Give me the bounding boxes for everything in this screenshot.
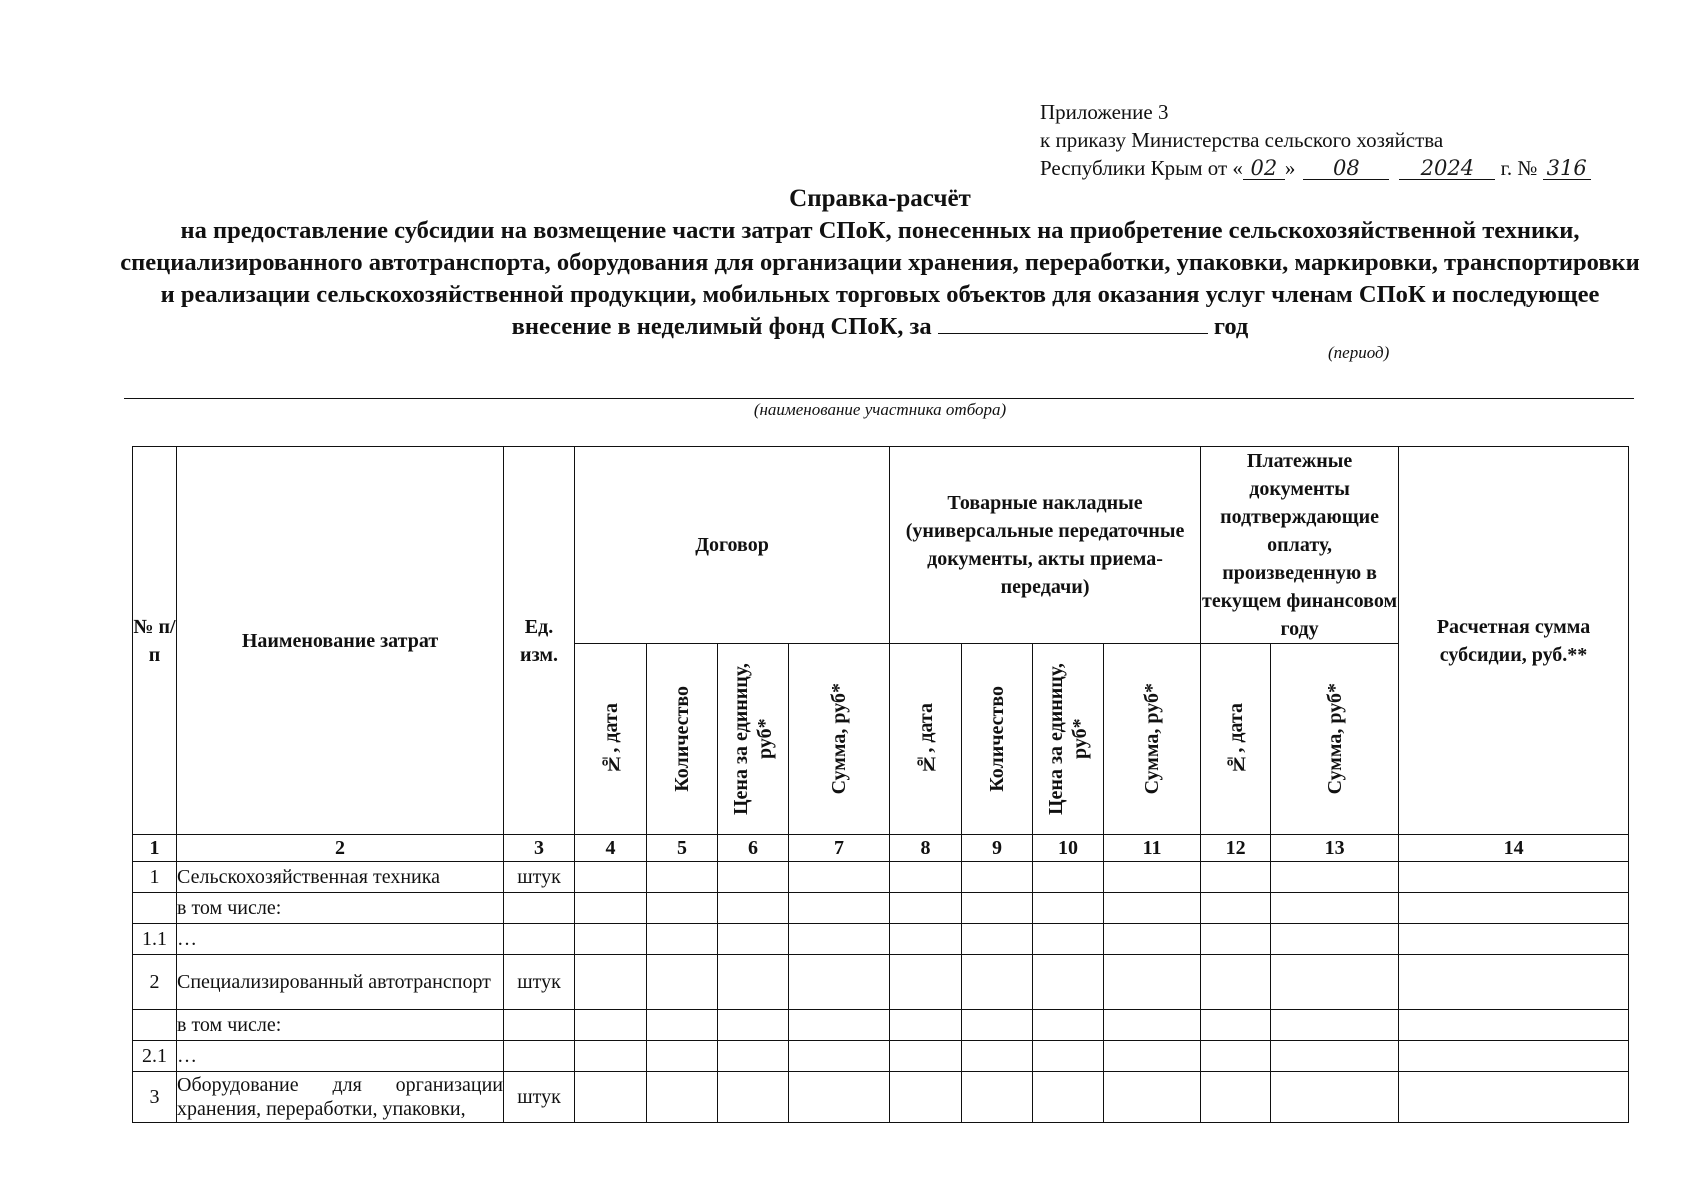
table-row — [133, 955, 1629, 1010]
empty-cell[interactable] — [1201, 1041, 1271, 1072]
empty-cell[interactable] — [1271, 924, 1399, 955]
annex-block — [1040, 98, 1591, 182]
empty-cell[interactable] — [962, 955, 1033, 1010]
table-row — [133, 1072, 1629, 1123]
empty-cell[interactable] — [575, 1072, 647, 1123]
empty-cell[interactable] — [1399, 924, 1629, 955]
empty-cell[interactable] — [647, 1010, 718, 1041]
empty-cell[interactable] — [718, 1072, 789, 1123]
empty-cell[interactable] — [1201, 862, 1271, 893]
empty-cell[interactable] — [575, 893, 647, 924]
empty-cell[interactable] — [1271, 1041, 1399, 1072]
row-number: 2 — [133, 955, 177, 1010]
empty-cell[interactable] — [890, 893, 962, 924]
period-blank-field[interactable] — [938, 311, 1208, 334]
empty-cell[interactable] — [1104, 955, 1201, 1010]
empty-cell[interactable] — [575, 1010, 647, 1041]
empty-cell[interactable] — [890, 1041, 962, 1072]
empty-cell[interactable] — [1104, 924, 1201, 955]
row-name: Специализированный автотранспорт — [177, 955, 504, 1010]
empty-cell[interactable] — [1271, 955, 1399, 1010]
annex-quote-close: » — [1284, 156, 1296, 180]
col-number: 4 — [575, 835, 647, 862]
row-number: 1 — [133, 862, 177, 893]
empty-cell[interactable] — [1104, 862, 1201, 893]
empty-cell[interactable] — [1033, 1072, 1104, 1123]
empty-cell[interactable] — [647, 955, 718, 1010]
header-unit: Ед. изм. — [504, 447, 575, 835]
header-name: Наименование затрат — [177, 447, 504, 835]
subheader-contract-no-date: №, дата — [575, 644, 647, 835]
empty-cell[interactable] — [1399, 862, 1629, 893]
col-number: 5 — [647, 835, 718, 862]
empty-cell[interactable] — [718, 893, 789, 924]
empty-cell[interactable] — [1201, 924, 1271, 955]
row-unit — [504, 893, 575, 924]
col-number: 6 — [718, 835, 789, 862]
empty-cell[interactable] — [1201, 1072, 1271, 1123]
header-payments: Платежные документы подтверждающие оплату, произведенную в текущем финансовом году — [1201, 447, 1399, 644]
empty-cell[interactable] — [789, 893, 890, 924]
empty-cell[interactable] — [789, 1072, 890, 1123]
empty-cell[interactable] — [1271, 1010, 1399, 1041]
row-unit — [504, 1010, 575, 1041]
empty-cell[interactable] — [1271, 1072, 1399, 1123]
row-unit: штук — [504, 862, 575, 893]
organization-name-line[interactable] — [124, 398, 1634, 399]
row-number — [133, 1010, 177, 1041]
empty-cell[interactable] — [890, 924, 962, 955]
calculation-table — [132, 446, 1629, 1123]
empty-cell[interactable] — [1399, 1072, 1629, 1123]
empty-cell[interactable] — [575, 955, 647, 1010]
col-number: 10 — [1033, 835, 1104, 862]
empty-cell[interactable] — [789, 1010, 890, 1041]
document-subtitle — [120, 215, 1640, 343]
col-number: 12 — [1201, 835, 1271, 862]
subheader-invoice-price: Цена за единицу, руб* — [1033, 644, 1104, 835]
empty-cell[interactable] — [1271, 862, 1399, 893]
header-subsidy: Расчетная сумма субсидии, руб.** — [1399, 447, 1629, 835]
row-unit — [504, 924, 575, 955]
header-invoices: Товарные накладные (универсальные передаточные документы, акты приема-передачи) — [890, 447, 1201, 644]
empty-cell[interactable] — [647, 1041, 718, 1072]
subheader-contract-sum: Сумма, руб* — [789, 644, 890, 835]
subheader-invoice-no-date: №, дата — [890, 644, 962, 835]
empty-cell[interactable] — [575, 1041, 647, 1072]
subtitle-end: год — [1213, 313, 1249, 340]
empty-cell[interactable] — [1104, 1072, 1201, 1123]
empty-cell[interactable] — [1104, 893, 1201, 924]
annex-year: 2024 — [1399, 157, 1495, 180]
subheader-invoice-qty: Количество — [962, 644, 1033, 835]
empty-cell[interactable] — [1033, 893, 1104, 924]
empty-cell[interactable] — [1399, 1041, 1629, 1072]
col-number: 11 — [1104, 835, 1201, 862]
column-number-row — [133, 835, 1629, 862]
empty-cell[interactable] — [789, 1041, 890, 1072]
empty-cell[interactable] — [1201, 893, 1271, 924]
empty-cell[interactable] — [962, 893, 1033, 924]
col-number: 13 — [1271, 835, 1399, 862]
empty-cell[interactable] — [962, 1010, 1033, 1041]
table-body — [133, 862, 1629, 1123]
col-number: 3 — [504, 835, 575, 862]
table-row — [133, 862, 1629, 893]
table-row — [133, 924, 1629, 955]
row-number: 3 — [133, 1072, 177, 1123]
empty-cell[interactable] — [718, 955, 789, 1010]
subheader-payment-sum: Сумма, руб* — [1271, 644, 1399, 835]
empty-cell[interactable] — [1033, 1010, 1104, 1041]
table-row — [133, 1041, 1629, 1072]
col-number: 9 — [962, 835, 1033, 862]
table-row — [133, 893, 1629, 924]
empty-cell[interactable] — [1033, 862, 1104, 893]
col-number: 14 — [1399, 835, 1629, 862]
row-name: … — [177, 924, 504, 955]
empty-cell[interactable] — [1271, 893, 1399, 924]
empty-cell[interactable] — [718, 862, 789, 893]
empty-cell[interactable] — [647, 924, 718, 955]
empty-cell[interactable] — [1033, 924, 1104, 955]
table-row — [133, 1010, 1629, 1041]
empty-cell[interactable] — [1104, 1041, 1201, 1072]
empty-cell[interactable] — [718, 1010, 789, 1041]
row-number: 2.1 — [133, 1041, 177, 1072]
annex-day: 02 — [1243, 157, 1285, 180]
empty-cell[interactable] — [789, 862, 890, 893]
empty-cell[interactable] — [962, 924, 1033, 955]
row-name: Оборудование для организации хранения, переработки, упаковки, — [177, 1072, 504, 1123]
row-unit — [504, 1041, 575, 1072]
row-number: 1.1 — [133, 924, 177, 955]
row-unit: штук — [504, 955, 575, 1010]
empty-cell[interactable] — [962, 1041, 1033, 1072]
empty-cell[interactable] — [1201, 955, 1271, 1010]
empty-cell[interactable] — [647, 862, 718, 893]
row-name: в том числе: — [177, 893, 504, 924]
empty-cell[interactable] — [647, 1072, 718, 1123]
annex-number: 316 — [1543, 157, 1591, 180]
empty-cell[interactable] — [718, 924, 789, 955]
row-name: в том числе: — [177, 1010, 504, 1041]
subheader-contract-qty: Количество — [647, 644, 718, 835]
empty-cell[interactable] — [1104, 1010, 1201, 1041]
col-number: 8 — [890, 835, 962, 862]
empty-cell[interactable] — [647, 893, 718, 924]
col-number: 2 — [177, 835, 504, 862]
subheader-payment-no-date: №, дата — [1201, 644, 1271, 835]
header-contract: Договор — [575, 447, 890, 644]
empty-cell[interactable] — [1399, 1010, 1629, 1041]
annex-line-3 — [1040, 154, 1591, 182]
empty-cell[interactable] — [1201, 1010, 1271, 1041]
header-num: № п/п — [133, 447, 177, 835]
annex-line-2: к приказу Министерства сельского хозяйства — [1040, 128, 1444, 152]
col-number: 1 — [133, 835, 177, 862]
empty-cell[interactable] — [789, 955, 890, 1010]
annex-month: 08 — [1303, 157, 1389, 180]
annex-date-prefix: Республики Крым от « — [1040, 156, 1243, 180]
empty-cell[interactable] — [890, 1072, 962, 1123]
subtitle-main: на предоставление субсидии на возмещение части затрат СПоК, понесенных на приобретение сельскохозяйственной техники, специализированного автотранспорта, оборудования для организации хранения, переработки, упаковки, маркировки, транспортировки и реализации сельскохозяйственной продукции, мобильных торговых объектов для оказания услуг членам СПоК и последующее внесение в неделимый фонд СПоК, за — [120, 217, 1640, 340]
subheader-invoice-sum: Сумма, руб* — [1104, 644, 1201, 835]
annex-number-prefix: г. № — [1500, 156, 1538, 180]
period-hint: (период) — [1328, 343, 1390, 362]
empty-cell[interactable] — [575, 924, 647, 955]
empty-cell[interactable] — [789, 924, 890, 955]
organization-hint: (наименование участника отбора) — [753, 400, 1007, 419]
subheader-contract-price: Цена за единицу, руб* — [718, 644, 789, 835]
empty-cell[interactable] — [962, 862, 1033, 893]
document-title: Справка-расчёт — [789, 185, 971, 212]
row-name: Сельскохозяйственная техника — [177, 862, 504, 893]
empty-cell[interactable] — [890, 955, 962, 1010]
empty-cell[interactable] — [1399, 955, 1629, 1010]
row-number — [133, 893, 177, 924]
empty-cell[interactable] — [890, 1010, 962, 1041]
row-unit: штук — [504, 1072, 575, 1123]
col-number: 7 — [789, 835, 890, 862]
empty-cell[interactable] — [718, 1041, 789, 1072]
annex-line-1: Приложение 3 — [1040, 100, 1169, 124]
empty-cell[interactable] — [1033, 955, 1104, 1010]
empty-cell[interactable] — [1033, 1041, 1104, 1072]
empty-cell[interactable] — [962, 1072, 1033, 1123]
empty-cell[interactable] — [575, 862, 647, 893]
row-name: … — [177, 1041, 504, 1072]
empty-cell[interactable] — [1399, 893, 1629, 924]
empty-cell[interactable] — [890, 862, 962, 893]
